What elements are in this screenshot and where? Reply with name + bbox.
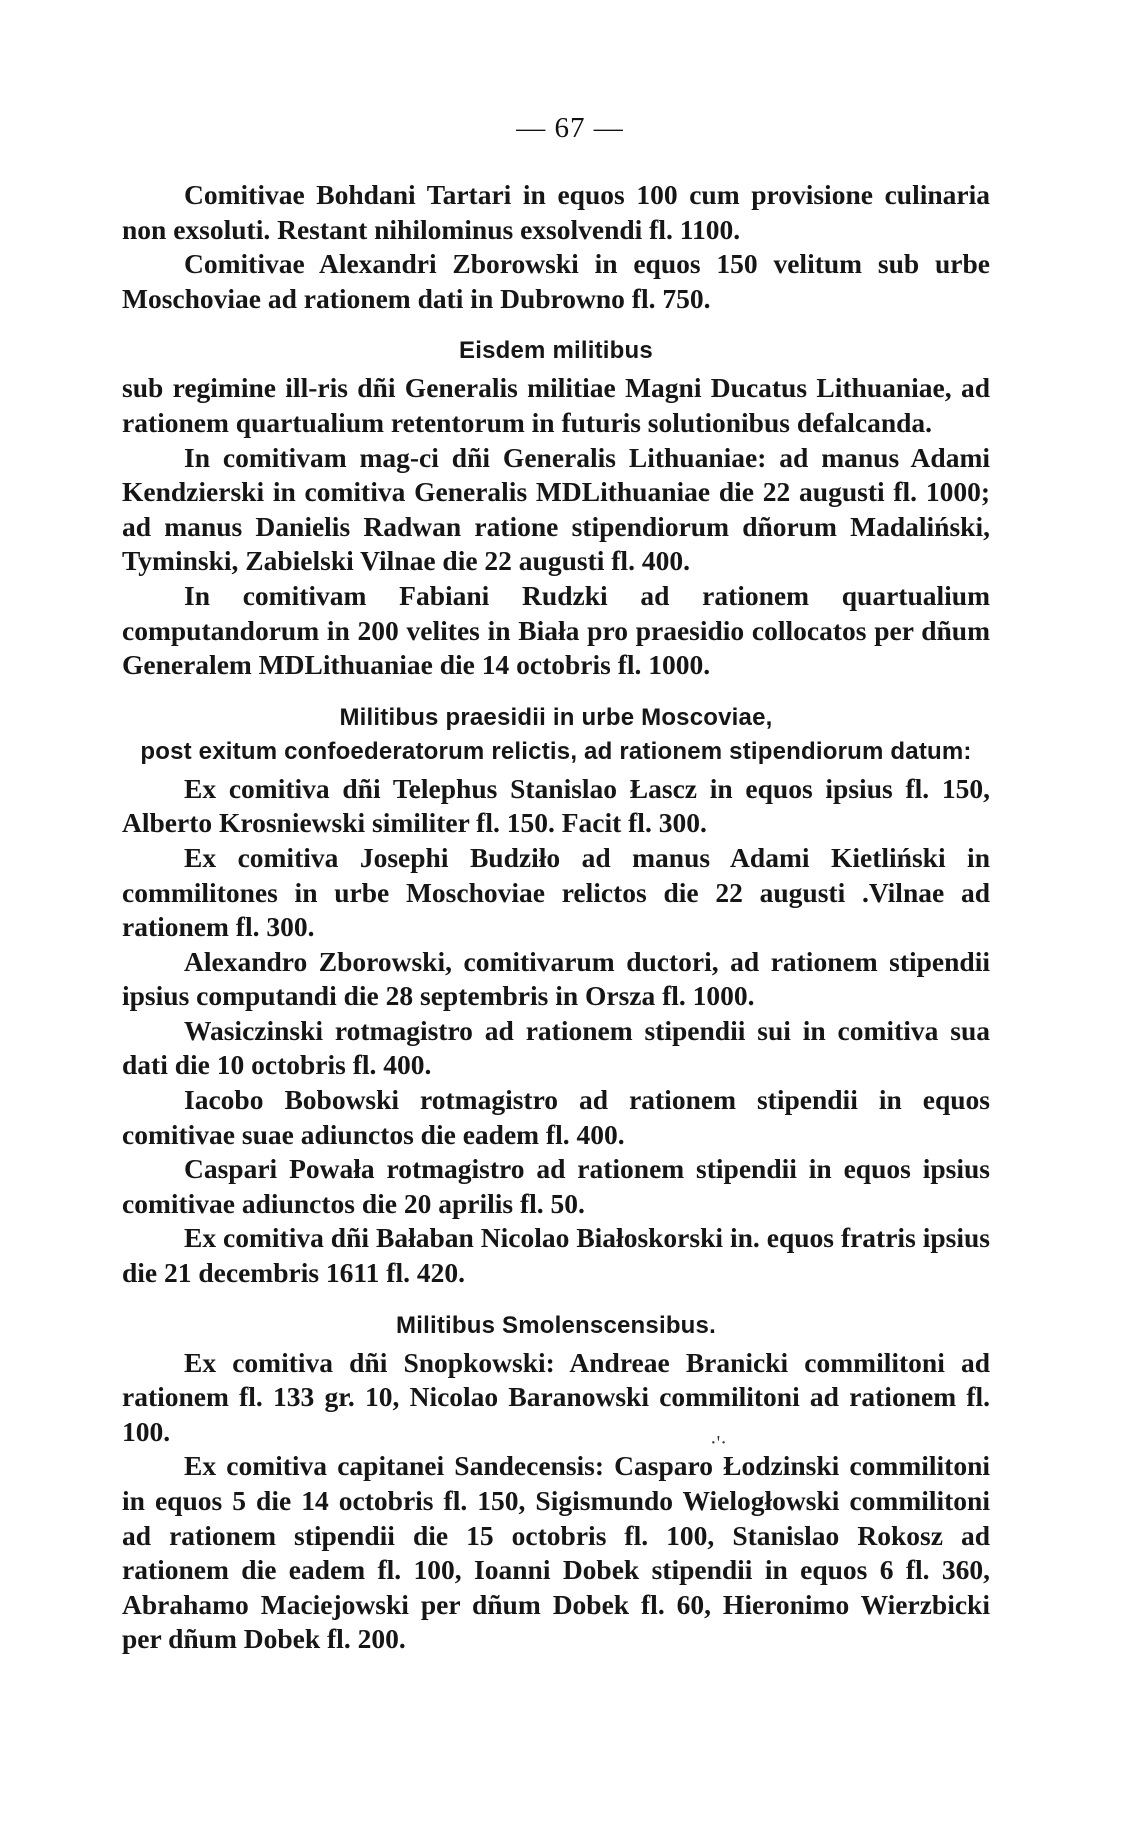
paragraph-powala: Caspari Powała rotmagistro ad rationem stipendii in equos ipsius comitivae adiunctos die 20 aprilis fl. 50. xyxy=(122,1153,990,1219)
paragraph-bobowski: Iacobo Bobowski rotmagistro ad rationem stipendii in equos comitivae suae adiunctos die eadem fl. 400. xyxy=(122,1084,990,1150)
paragraph-bohdani-tartari: Comitivae Bohdani Tartari in equos 100 cum provisione culinaria non exsoluti. Restant nihilominus exsolvendi fl. 1100. xyxy=(122,179,990,245)
paragraph-snopkowski: Ex comitiva dñi Snopkowski: Andreae Branicki commilitoni ad rationem fl. 133 gr. 10, Nicolao Baranowski commilitoni ad rationem fl. 100. xyxy=(122,1346,990,1447)
stray-ink-mark: ·'· xyxy=(710,1432,727,1454)
paragraph-alexandro-zborowski: Alexandro Zborowski, comitivarum ductori, ad rationem stipendii ipsius computandi die 28 septembris in Orsza fl. 1000. xyxy=(122,945,990,1012)
paragraph-wasiczinski: Wasiczinski rotmagistro ad rationem stipendii sui in comitiva sua dati die 10 octobris fl. 400. xyxy=(122,1014,990,1081)
heading-line-1: Militibus praesidii in urbe Moscoviae, xyxy=(339,703,773,731)
paragraph-budzilo: Ex comitiva Josephi Budziło ad manus Adami Kietliński in commilitones in urbe Moschoviae relictos die 22 augusti .Vilnae ad rationem fl. 300. xyxy=(122,841,990,943)
paragraph-sub-regimine: sub regimine ill-ris dñi Generalis militiae Magni Ducatus Lithuaniae, ad rationem quartualium retentorum in futuris solutionibus defalcanda. xyxy=(122,372,990,438)
section-heading-eisdem-militibus: Eisdem militibus xyxy=(459,337,653,365)
paragraph-fabiani-rudzki: In comitivam Fabiani Rudzki ad rationem quartualium computandorum in 200 velites in Biała pro praesidio collocatos per dñum Generalem MDLithuaniae die 14 octobris fl. 1000. xyxy=(122,579,990,681)
paragraph-capitanei-sandecensis: Ex comitiva capitanei Sandecensis: Casparo Łodzinski commilitoni in equos 5 die 14 octobris fl. 150, Sigismundo Wielogłowski commilitoni ad rationem stipendii die 15 octobris fl. 100, Stanislao Rokosz ad rationem die eadem fl. 100, Ioanni Dobek stipendii in equos 6 fl. 360, Abrahamo Maciejowski per dñum Dobek fl. 60, Hieronimo Wierzbicki per dñum Dobek fl. 200. xyxy=(122,1450,990,1655)
paragraph-comitivam-generalis: In comitivam mag-ci dñi Generalis Lithuaniae: ad manus Adami Kendzierski in comitiva Generalis MDLithuaniae die 22 augusti fl. 1000; ad manus Danielis Radwan ratione stipendiorum dñorum Madaliński, Tyminski, Zabielski Vilnae die 22 augusti fl. 400. xyxy=(122,441,990,577)
page-number: — 67 — xyxy=(516,112,624,144)
section-heading-militibus-smolenscensibus: Militibus Smolenscensibus. xyxy=(396,1311,716,1339)
paragraph-telephus: Ex comitiva dñi Telephus Stanislao Łascz in equos ipsius fl. 150, Alberto Krosniewski similiter fl. 150. Facit fl. 300. xyxy=(122,772,990,839)
paragraph-alexandri-zborowski: Comitivae Alexandri Zborowski in equos 150 velitum sub urbe Moschoviae ad rationem dati in Dubrowno fl. 750. xyxy=(122,248,990,314)
paragraph-balaban: Ex comitiva dñi Bałaban Nicolao Białoskorski in. equos fratris ipsius die 21 decembris 1611 fl. 420. xyxy=(122,1222,990,1289)
heading-line-2: post exitum confoederatorum relictis, ad rationem stipendiorum datum: xyxy=(140,737,972,765)
section-heading-militibus-praesidii xyxy=(122,701,990,769)
page-body xyxy=(122,178,990,1657)
